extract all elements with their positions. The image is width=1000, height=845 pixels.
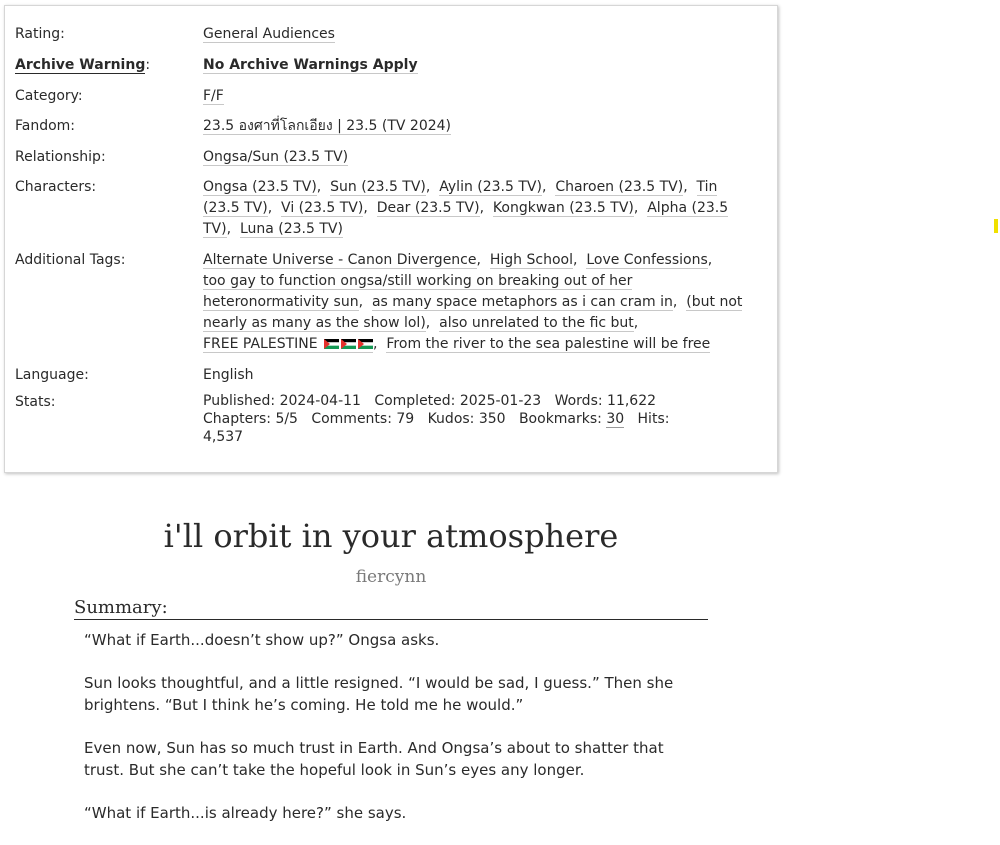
chapters-label: Chapters:: [203, 411, 271, 427]
rating-label: Rating:: [15, 26, 65, 42]
kudos-value: 350: [478, 411, 506, 427]
words-value: 11,622: [607, 393, 657, 409]
freeform-tag[interactable]: also unrelated to the fic but: [439, 315, 634, 331]
character-tag[interactable]: Luna (23.5 TV): [239, 221, 343, 237]
palestine-flag-icon: [324, 339, 339, 349]
summary-paragraph: Sun looks thoughtful, and a little resigned. “I would be sad, I guess.” Then she brightens. “But I think he’s coming. He told me he would.”: [84, 674, 674, 714]
palestine-flag-icon: [358, 339, 373, 349]
character-tag[interactable]: Vi (23.5 TV): [281, 200, 364, 216]
free-palestine-text: FREE PALESTINE: [203, 336, 318, 352]
rating-tag[interactable]: General Audiences: [203, 26, 335, 42]
comments-label: Comments:: [311, 411, 392, 427]
freeform-tag[interactable]: Love Confessions: [586, 252, 708, 268]
category-label: Category:: [15, 88, 83, 104]
scroll-highlight-marker: [994, 219, 998, 233]
work-title: i'll orbit in your atmosphere: [163, 517, 619, 555]
author-link[interactable]: fiercynn: [355, 567, 427, 587]
relationship-tag[interactable]: Ongsa/Sun (23.5 TV): [203, 149, 349, 165]
summary-paragraph: “What if Earth...is already here?” she says.: [84, 804, 407, 822]
bookmarks-label: Bookmarks:: [518, 411, 602, 427]
warning-label: Archive Warning: [15, 57, 146, 73]
words-label: Words:: [554, 393, 603, 409]
comments-value: 79: [396, 411, 415, 427]
published-label: Published:: [203, 393, 276, 409]
fandom-tag[interactable]: 23.5 องศาที่โลกเอียง | 23.5 (TV 2024): [203, 118, 452, 134]
published-value: 2024-04-11: [279, 393, 361, 409]
category-tag[interactable]: F/F: [203, 88, 224, 104]
relationship-label: Relationship:: [15, 149, 106, 165]
fandom-label: Fandom:: [15, 118, 76, 134]
kudos-label: Kudos:: [427, 411, 475, 427]
language-label: Language:: [15, 367, 89, 383]
bookmarks-link[interactable]: 30: [606, 411, 625, 427]
warning-colon: :: [145, 57, 151, 73]
character-tag[interactable]: Sun (23.5 TV): [330, 179, 426, 195]
hits-value: 4,537: [203, 429, 244, 445]
character-tag[interactable]: Alpha (23.5 TV): [203, 200, 729, 237]
character-tag[interactable]: Kongkwan (23.5 TV): [492, 200, 634, 216]
summary-paragraph: “What if Earth...doesn’t show up?” Ongsa asks.: [84, 631, 440, 649]
warning-tag[interactable]: No Archive Warnings Apply: [203, 57, 418, 73]
free-palestine-tag[interactable]: [203, 336, 373, 353]
character-tag[interactable]: Aylin (23.5 TV): [439, 179, 542, 195]
freeform-tag[interactable]: too gay to function ongsa/still working on breaking out of her heteronormativity sun: [203, 273, 633, 310]
freeform-tag[interactable]: (but not nearly as many as the show lol): [203, 294, 743, 331]
language-value: English: [203, 367, 254, 383]
characters-label: Characters:: [15, 179, 97, 195]
chapters-value: 5/5: [275, 411, 298, 427]
freeform-tag[interactable]: as many space metaphors as i can cram in: [371, 294, 673, 310]
summary-heading: Summary:: [74, 597, 708, 620]
completed-value: 2025-01-23: [459, 393, 542, 409]
summary-text: [84, 629, 694, 845]
completed-label: Completed:: [374, 393, 456, 409]
additional-tags-list: Alternate Universe - Canon Divergence, High School, Love Confessions, too gay to function ongsa/still working on breaking out of her heteronormativity sun, as many space metaphors as i can cram in, (but not nearly as many as the show lol), also unrelated to the fic but, FREE PALESTINE , From the river to the sea palestine will be free: [203, 252, 743, 352]
character-tag[interactable]: Ongsa (23.5 TV): [203, 179, 317, 195]
character-tag[interactable]: Tin (23.5 TV): [203, 179, 718, 216]
freeform-tag[interactable]: Alternate Universe - Canon Divergence: [203, 252, 477, 268]
palestine-flag-icon: [341, 339, 356, 349]
work-meta-box: [4, 5, 778, 473]
freeform-tag[interactable]: From the river to the sea palestine will be free: [386, 336, 711, 352]
summary-paragraph: Even now, Sun has so much trust in Earth. And Ongsa’s about to shatter that trust. But she can’t take the hopeful look in Sun’s eyes any longer.: [84, 739, 664, 779]
character-tag[interactable]: Dear (23.5 TV): [376, 200, 480, 216]
characters-list: Ongsa (23.5 TV), Sun (23.5 TV), Aylin (23.5 TV), Charoen (23.5 TV), Tin (23.5 TV), Vi (23.5 TV), Dear (23.5 TV), Kongkwan (23.5 TV), Alpha (23.5 TV), Luna (23.5 TV): [203, 179, 729, 237]
hits-label: Hits:: [637, 411, 670, 427]
stats-list: [203, 392, 743, 446]
character-tag[interactable]: Charoen (23.5 TV): [555, 179, 684, 195]
stats-label: Stats:: [15, 394, 56, 410]
additional-tags-label: Additional Tags:: [15, 252, 126, 268]
freeform-tag[interactable]: High School: [489, 252, 573, 268]
